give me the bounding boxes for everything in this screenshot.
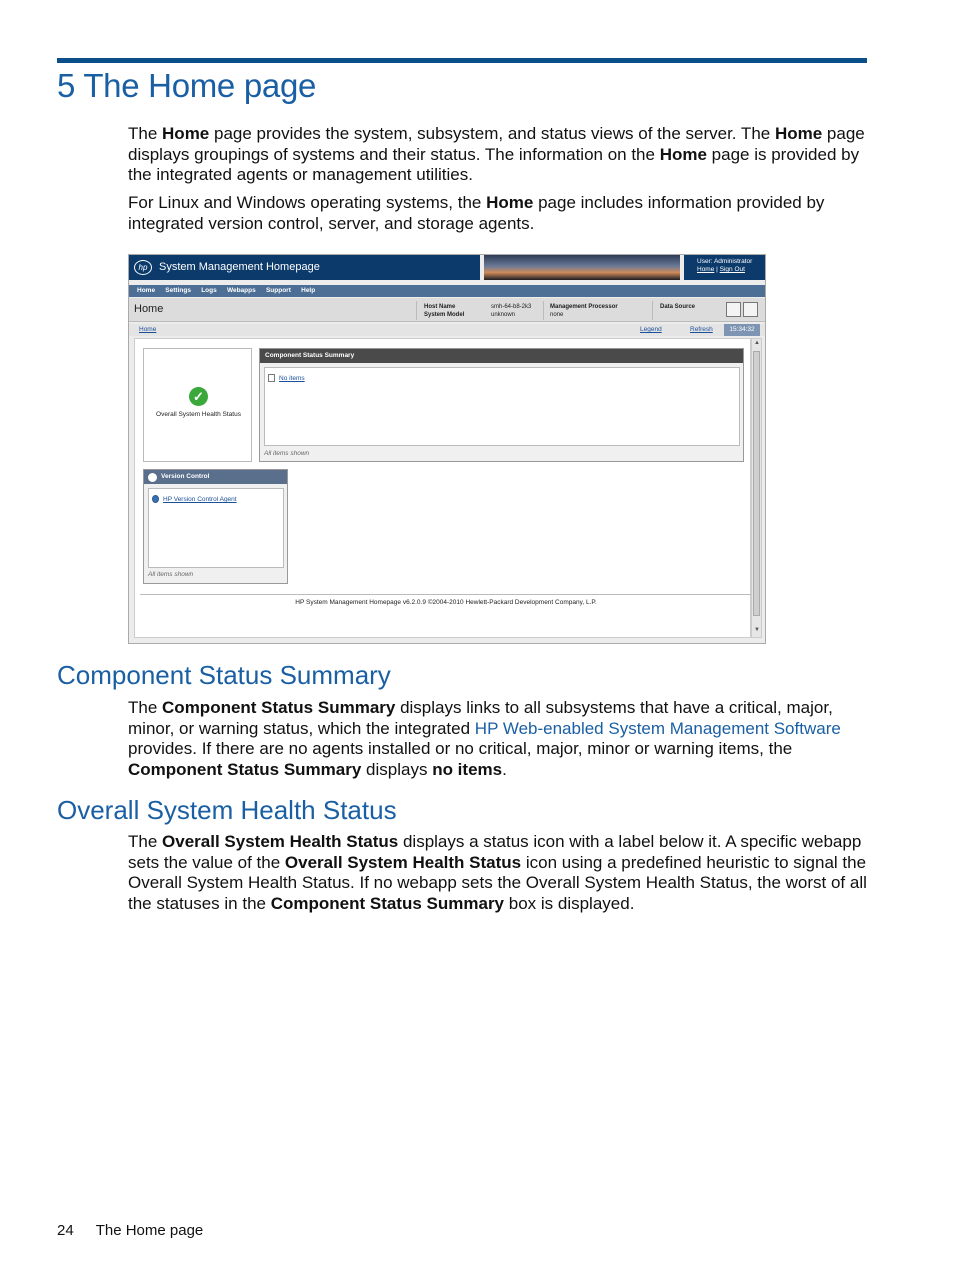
header-divider — [652, 301, 653, 320]
nav-webapps[interactable]: Webapps — [226, 287, 256, 294]
vc-list — [148, 488, 284, 568]
bold-term: Home — [162, 124, 210, 143]
text-run: The — [128, 832, 163, 851]
health-label: Overall System Health Status — [156, 411, 241, 418]
vc-icon — [148, 473, 157, 482]
text-run: page displays groupings of systems and their status. The information on the — [128, 124, 865, 164]
css-title: Component Status Summary — [260, 349, 743, 363]
vc-title: Version Control — [161, 473, 210, 480]
time-display: 15:34:32 — [724, 324, 760, 336]
text-run: displays — [361, 760, 433, 780]
data-source-label: Data Source — [660, 304, 696, 310]
component-status-summary-box — [259, 348, 744, 462]
header-divider — [543, 301, 544, 320]
legend-link[interactable]: Legend — [640, 326, 662, 333]
vc-agent-link[interactable]: HP Version Control Agent — [163, 496, 237, 503]
text-run: provides. If there are no agents installed or no critical, major, minor or warning items, the — [128, 739, 793, 759]
bold-term: Component Status Summary — [270, 894, 505, 914]
text-run: displays links to all subsystems that have a critical, major, minor, or warning status, which the integrated — [128, 698, 833, 738]
scroll-down-icon[interactable]: ▼ — [754, 627, 760, 633]
link-separator: | — [714, 266, 720, 273]
page-number: 24 — [57, 1222, 74, 1239]
smh-breadcrumb-bar — [129, 324, 765, 336]
grid-view-icon[interactable] — [743, 302, 758, 317]
nav-support[interactable]: Support — [265, 287, 291, 294]
document-icon — [268, 374, 275, 382]
nav-logs[interactable]: Logs — [201, 287, 217, 294]
bold-term: Home — [659, 144, 707, 164]
mp-label: Management Processor — [550, 304, 618, 310]
user-panel — [684, 255, 765, 280]
scrollbar[interactable] — [751, 338, 762, 638]
host-name-label: Host Name — [424, 304, 456, 310]
nav-help[interactable]: Help — [301, 287, 316, 294]
check-icon: ✓ — [189, 387, 208, 406]
smh-title-bar — [129, 255, 480, 280]
smh-nav — [129, 285, 765, 297]
vc-footer: All items shown — [148, 571, 194, 578]
sign-out-link[interactable]: Sign Out — [719, 266, 745, 273]
mp-value: none — [550, 312, 564, 318]
bold-term: no items — [432, 760, 503, 780]
text-run: icon using a predefined heuristic to signal the Overall System Health Status. If no webapp sets the Overall System Health Status, the worst of all the statuses in the — [128, 852, 867, 914]
header-divider — [416, 301, 417, 320]
section1-paragraph — [128, 698, 868, 781]
smh-copyright: HP System Management Homepage v6.2.0.9 ©2004-2010 Hewlett-Packard Development Company, L.P. — [140, 594, 752, 606]
home-link[interactable]: Home — [697, 266, 715, 273]
bold-term: Component Status Summary — [162, 698, 396, 717]
vc-agent-icon — [152, 495, 159, 503]
list-view-icon[interactable] — [726, 302, 741, 317]
hp-logo: hp — [134, 260, 152, 275]
text-run: For Linux and Windows operating systems, the — [128, 193, 487, 212]
page-footer — [57, 1222, 203, 1239]
css-no-items[interactable]: No items — [279, 375, 305, 382]
bold-term: Component Status Summary — [128, 760, 362, 780]
intro-paragraph-2 — [128, 193, 868, 234]
system-model-value: unknown — [491, 312, 516, 318]
text-run: box is displayed. — [504, 894, 635, 914]
smh-page-header — [129, 298, 765, 322]
running-title: The Home page — [95, 1222, 204, 1239]
text-run: The — [128, 124, 163, 143]
inline-link[interactable]: HP Web-enabled System Management Software — [474, 718, 841, 738]
breadcrumb-home[interactable]: Home — [139, 326, 157, 333]
smh-app-title: System Management Homepage — [159, 261, 320, 273]
smh-page-heading: Home — [134, 303, 164, 315]
intro-paragraph-1 — [128, 124, 868, 186]
css-list — [264, 367, 740, 446]
section-heading-overall-health: Overall System Health Status — [57, 795, 397, 825]
user-label: User: Administrator — [697, 258, 753, 265]
scroll-up-icon[interactable]: ▲ — [754, 340, 760, 346]
text-run: . — [502, 760, 507, 780]
bold-term: Overall System Health Status — [284, 852, 522, 872]
bold-term: Overall System Health Status — [162, 832, 399, 851]
text-run: page includes information provided by integrated version control, server, and storage agents. — [128, 193, 825, 233]
chapter-title: 5 The Home page — [57, 67, 317, 104]
version-control-box — [143, 469, 288, 584]
section-heading-component-status: Component Status Summary — [57, 660, 391, 690]
bold-term: Home — [486, 193, 534, 212]
css-footer: All items shown — [264, 450, 310, 457]
vc-title-bar — [144, 470, 287, 484]
scroll-thumb[interactable] — [753, 351, 760, 616]
section2-paragraph — [128, 832, 868, 915]
text-run: page provides the system, subsystem, and status views of the server. The — [209, 124, 775, 143]
view-toggle-icons — [724, 302, 758, 319]
text-run: displays a status icon with a label below it. A specific webapp sets the value of the — [128, 832, 862, 872]
header-photo — [484, 255, 680, 280]
smh-screenshot — [128, 254, 766, 644]
nav-home[interactable]: Home — [137, 287, 156, 294]
top-rule — [57, 58, 867, 63]
nav-settings[interactable]: Settings — [165, 287, 191, 294]
host-name-value: smh-64-b8-2k3 — [491, 304, 532, 310]
text-run: The — [128, 698, 163, 717]
bold-term: Home — [774, 124, 823, 143]
overall-health-box[interactable] — [143, 348, 252, 462]
system-model-label: System Model — [424, 312, 465, 318]
smh-content — [134, 338, 751, 638]
refresh-link[interactable]: Refresh — [690, 326, 713, 333]
text-run: page is provided by the integrated agents or management utilities. — [128, 144, 860, 185]
